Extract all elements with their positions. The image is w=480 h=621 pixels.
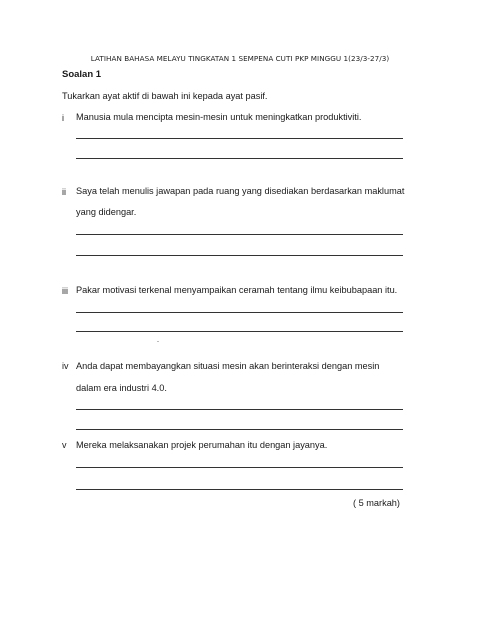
answer-line-iv-2[interactable] <box>76 429 403 430</box>
answer-line-v-1[interactable] <box>76 467 403 468</box>
question-number-ii: ii <box>62 187 66 197</box>
answer-line-iii-1[interactable] <box>76 312 403 313</box>
section-title: Soalan 1 <box>62 69 102 80</box>
answer-line-iii-2[interactable] <box>76 331 403 332</box>
scan-speck <box>157 341 159 342</box>
answer-line-ii-1[interactable] <box>76 234 403 235</box>
answer-line-v-2[interactable] <box>76 489 403 490</box>
question-text-iv: Anda dapat membayangkan situasi mesin akan berinteraksi dengan mesin <box>76 361 380 371</box>
question-text-iv-cont: dalam era industri 4.0. <box>76 383 167 393</box>
question-text-v: Mereka melaksanakan projek perumahan itu dengan jayanya. <box>76 440 328 450</box>
marks-label: ( 5 markah) <box>353 498 400 508</box>
question-number-iii: iii <box>62 286 68 296</box>
question-number-iv: iv <box>62 361 69 371</box>
question-text-ii: Saya telah menulis jawapan pada ruang yang disediakan berdasarkan maklumat <box>76 186 405 196</box>
question-text-i: Manusia mula mencipta mesin-mesin untuk meningkatkan produktiviti. <box>76 112 362 122</box>
answer-line-i-2[interactable] <box>76 158 403 159</box>
answer-line-iv-1[interactable] <box>76 409 403 410</box>
answer-line-i-1[interactable] <box>76 138 403 139</box>
question-number-i: i <box>62 113 64 123</box>
question-number-v: v <box>62 440 67 450</box>
answer-line-ii-2[interactable] <box>76 255 403 256</box>
question-text-iii: Pakar motivasi terkenal menyampaikan ceramah tentang ilmu keibubapaan itu. <box>76 285 398 295</box>
question-text-ii-cont: yang didengar. <box>76 207 137 217</box>
instruction-text: Tukarkan ayat aktif di bawah ini kepada ayat pasif. <box>62 91 268 101</box>
worksheet-header: LATIHAN BAHASA MELAYU TINGKATAN 1 SEMPENA CUTI PKP MINGGU 1(23/3-27/3) <box>90 54 390 63</box>
